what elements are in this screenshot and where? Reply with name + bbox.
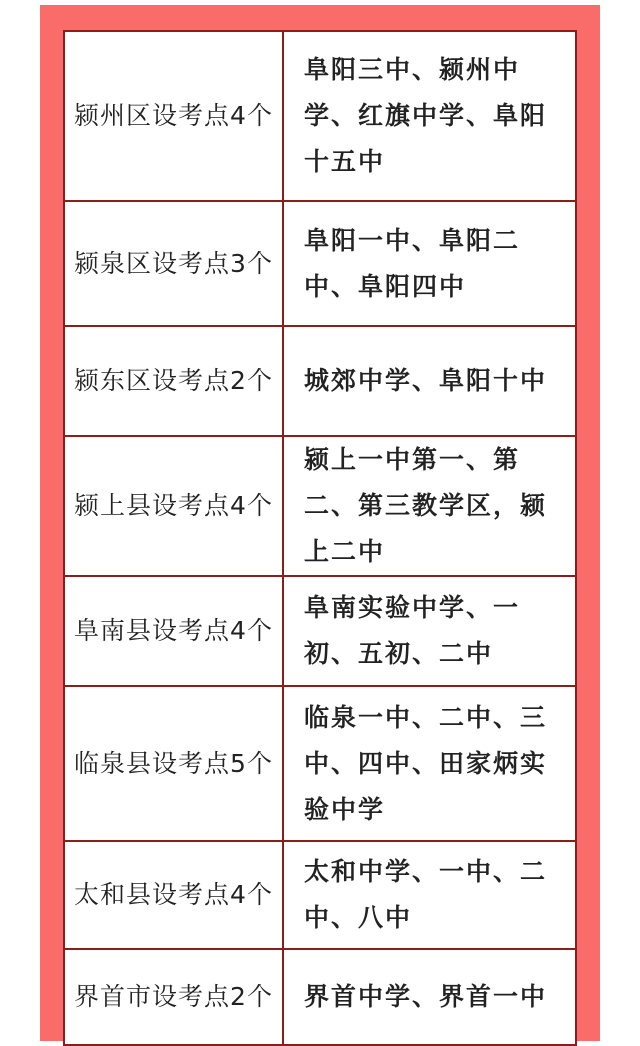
district-cell: 界首市设考点2个	[64, 949, 283, 1045]
schools-cell: 城郊中学、阜阳十中	[283, 326, 576, 436]
table-row	[64, 841, 576, 949]
schools-cell: 阜阳一中、阜阳二中、阜阳四中	[283, 201, 576, 326]
schools-cell: 阜南实验中学、一初、五初、二中	[283, 576, 576, 686]
table-row	[64, 576, 576, 686]
exam-sites-table	[63, 30, 577, 1046]
table-row	[64, 686, 576, 841]
table-row	[64, 436, 576, 576]
district-cell: 临泉县设考点5个	[64, 686, 283, 841]
district-cell: 颍州区设考点4个	[64, 31, 283, 201]
schools-cell: 颍上一中第一、第二、第三教学区，颍上二中	[283, 436, 576, 576]
schools-cell: 临泉一中、二中、三中、四中、田家炳实验中学	[283, 686, 576, 841]
district-cell: 颍上县设考点4个	[64, 436, 283, 576]
district-cell: 颍东区设考点2个	[64, 326, 283, 436]
table-row	[64, 31, 576, 201]
schools-cell: 太和中学、一中、二中、八中	[283, 841, 576, 949]
schools-cell: 阜阳三中、颍州中学、红旗中学、阜阳十五中	[283, 31, 576, 201]
district-cell: 太和县设考点4个	[64, 841, 283, 949]
district-cell: 颍泉区设考点3个	[64, 201, 283, 326]
table-row	[64, 326, 576, 436]
district-cell: 阜南县设考点4个	[64, 576, 283, 686]
schools-cell: 界首中学、界首一中	[283, 949, 576, 1045]
table-row	[64, 949, 576, 1045]
table-row	[64, 201, 576, 326]
